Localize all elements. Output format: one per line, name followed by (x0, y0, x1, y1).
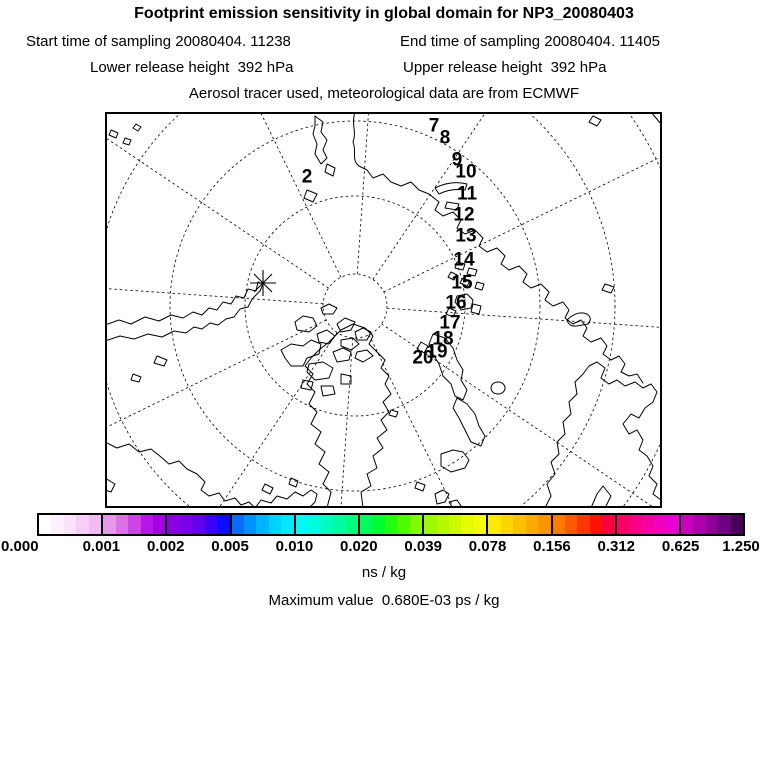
colorbar-cell (565, 515, 577, 534)
colorbar-cell (577, 515, 589, 534)
colorbar-segment (39, 515, 101, 534)
colorbar-cell (256, 515, 268, 534)
graticule-meridian (384, 126, 662, 292)
coastline (325, 164, 335, 176)
graticule-meridian (369, 335, 535, 508)
colorbar-cell (372, 515, 384, 534)
coastline (317, 330, 335, 344)
colorbar-cell (51, 515, 63, 534)
colorbar-cell (629, 515, 641, 534)
colorbar-tick-label: 0.625 (661, 538, 700, 555)
coastline (109, 130, 118, 138)
colorbar-segment (615, 515, 679, 534)
coastline (435, 490, 449, 504)
coastline (589, 116, 601, 126)
colorbar-tick-label: 1.250 (722, 538, 760, 555)
colorbar-cell (321, 515, 333, 534)
coastline (105, 282, 263, 341)
colorbar-cell (192, 515, 204, 534)
coastline (415, 482, 425, 491)
colorbar-tick-label: 0.000 (1, 538, 39, 555)
figure-title: Footprint emission sensitivity in global domain for NP3_20080403 (134, 5, 634, 22)
coastline (441, 450, 469, 472)
coastline (133, 124, 141, 131)
colorbar-cell (128, 515, 140, 534)
colorbar-tick-label: 0.005 (211, 538, 249, 555)
coastline (475, 282, 484, 290)
colorbar-cell (39, 515, 51, 534)
trajectory-hour-label: 8 (439, 127, 451, 149)
graticule-meridian (326, 338, 352, 508)
colorbar-cell (89, 515, 101, 534)
colorbar-cell (308, 515, 320, 534)
release-marker-icon (250, 270, 276, 296)
colorbar-segment (101, 515, 165, 534)
colorbar-cell (538, 515, 550, 534)
colorbar-segment (422, 515, 486, 534)
colorbar-cell (666, 515, 678, 534)
colorbar-cell (488, 515, 500, 534)
lower-release-height-label: Lower release height 392 hPa (90, 59, 294, 76)
colorbar-cell (116, 515, 128, 534)
trajectory-hour-label: 17 (439, 312, 461, 334)
colorbar-cell (180, 515, 192, 534)
coastline (389, 410, 398, 417)
colorbar-cell (718, 515, 730, 534)
colorbar-tick-label: 0.312 (597, 538, 636, 555)
colorbar-cell (474, 515, 486, 534)
colorbar-cell (501, 515, 513, 534)
trajectory-hour-label: 2 (301, 166, 313, 188)
trajectory-hour-label: 15 (451, 272, 473, 294)
coastline (313, 116, 327, 164)
coastline (545, 362, 662, 508)
colorbar-cell (360, 515, 372, 534)
trajectory-hour-label: 12 (453, 204, 475, 226)
colorbar-cell (461, 515, 473, 534)
colorbar-cell (513, 515, 525, 534)
coastline (491, 382, 505, 394)
coastline (333, 348, 351, 362)
graticule-circle (245, 196, 465, 416)
colorbar-cell (333, 515, 345, 534)
colorbar-cell (64, 515, 76, 534)
coastline (281, 340, 321, 366)
colorbar-cell (706, 515, 718, 534)
coastline (355, 350, 373, 362)
colorbar-cell (590, 515, 602, 534)
coastline (262, 484, 273, 494)
colorbar-segment (551, 515, 615, 534)
coastline (567, 313, 590, 326)
coastline (304, 190, 317, 202)
coastline (353, 112, 643, 383)
coastline (337, 318, 355, 332)
colorbar-segment (230, 515, 294, 534)
maximum-value-label: Maximum value 0.680E-03 ps / kg (268, 592, 500, 609)
trajectory-hour-label: 10 (455, 161, 477, 183)
coastline (471, 304, 481, 314)
colorbar-cell (76, 515, 88, 534)
colorbar-segment (486, 515, 550, 534)
graticule-meridian (357, 112, 383, 274)
coastline (255, 490, 317, 508)
trajectory-hour-label: 9 (451, 149, 463, 171)
sampling-end-label: End time of sampling 20080404. 11405 (400, 33, 660, 50)
colorbar-cell (654, 515, 666, 534)
graticule-meridian (105, 277, 323, 303)
graticule-meridian (175, 112, 341, 277)
tracer-info-label: Aerosol tracer used, meteorological data are from ECMWF (188, 85, 580, 102)
colorbar-cell (269, 515, 281, 534)
colorbar-cell (205, 515, 217, 534)
coastline (321, 386, 335, 396)
colorbar-cell (693, 515, 705, 534)
trajectory-hour-label: 18 (432, 328, 454, 350)
coastline (131, 374, 141, 382)
trajectory-hour-label: 11 (456, 183, 478, 205)
colorbar-cell (553, 515, 565, 534)
coastline (453, 398, 485, 446)
colorbar-cell (437, 515, 449, 534)
colorbar-cell (296, 515, 308, 534)
coastline (305, 324, 391, 508)
trajectory-hour-label: 7 (428, 115, 440, 137)
map-svg (105, 112, 662, 508)
colorbar-tick-label: 0.156 (533, 538, 571, 555)
colorbar-cell (731, 515, 743, 534)
colorbar-cell (617, 515, 629, 534)
coastline (154, 356, 167, 366)
colorbar-tick-label: 0.020 (340, 538, 378, 555)
upper-release-height-label: Upper release height 392 hPa (403, 59, 607, 76)
trajectory-hour-label: 20 (412, 347, 434, 369)
colorbar-cell (346, 515, 358, 534)
graticule-meridian (126, 333, 337, 508)
colorbar-tick-label: 0.078 (468, 538, 507, 555)
colorbar-cell (385, 515, 397, 534)
colorbar-cell (642, 515, 654, 534)
colorbar-cell (281, 515, 293, 534)
map-frame (106, 113, 661, 507)
colorbar-cell (681, 515, 693, 534)
graticule-meridian (105, 320, 326, 486)
colorbar-tick-label: 0.002 (146, 538, 185, 555)
graticule-circle (105, 112, 662, 508)
colorbar-cell (167, 515, 179, 534)
colorbar-ticks (0, 538, 768, 556)
colorbar-segment (679, 515, 743, 534)
trajectory-hour-label: 16 (445, 292, 467, 314)
colorbar-cell (244, 515, 256, 534)
colorbar-cell (141, 515, 153, 534)
trajectory-hour-label: 14 (453, 249, 475, 271)
trajectory-hour-label: 19 (426, 341, 448, 363)
coastline (123, 138, 131, 145)
coastline (289, 478, 298, 487)
colorbar-segment (165, 515, 229, 534)
colorbar-tick-label: 0.010 (275, 538, 314, 555)
colorbar-segment (294, 515, 358, 534)
colorbar-cell (424, 515, 436, 534)
colorbar-cell (232, 515, 244, 534)
coastline (602, 284, 614, 293)
colorbar-tick-label: 0.039 (404, 538, 442, 555)
graticule-meridian (105, 112, 328, 288)
colorbar-cell (103, 515, 115, 534)
colorbar-tick-label: 0.001 (82, 538, 121, 555)
colorbar-cell (153, 515, 165, 534)
sampling-start-label: Start time of sampling 20080404. 11238 (26, 33, 291, 50)
colorbar (37, 513, 745, 536)
colorbar-cell (602, 515, 614, 534)
colorbar-cell (397, 515, 409, 534)
graticule-circle (105, 112, 615, 508)
colorbar-units-label: ns / kg (361, 564, 407, 581)
graticule-meridian (387, 308, 662, 334)
colorbar-cell (449, 515, 461, 534)
colorbar-cell (526, 515, 538, 534)
trajectory-hour-label: 13 (455, 225, 477, 247)
colorbar-segment (358, 515, 422, 534)
colorbar-cell (217, 515, 229, 534)
colorbar-cell (410, 515, 422, 534)
